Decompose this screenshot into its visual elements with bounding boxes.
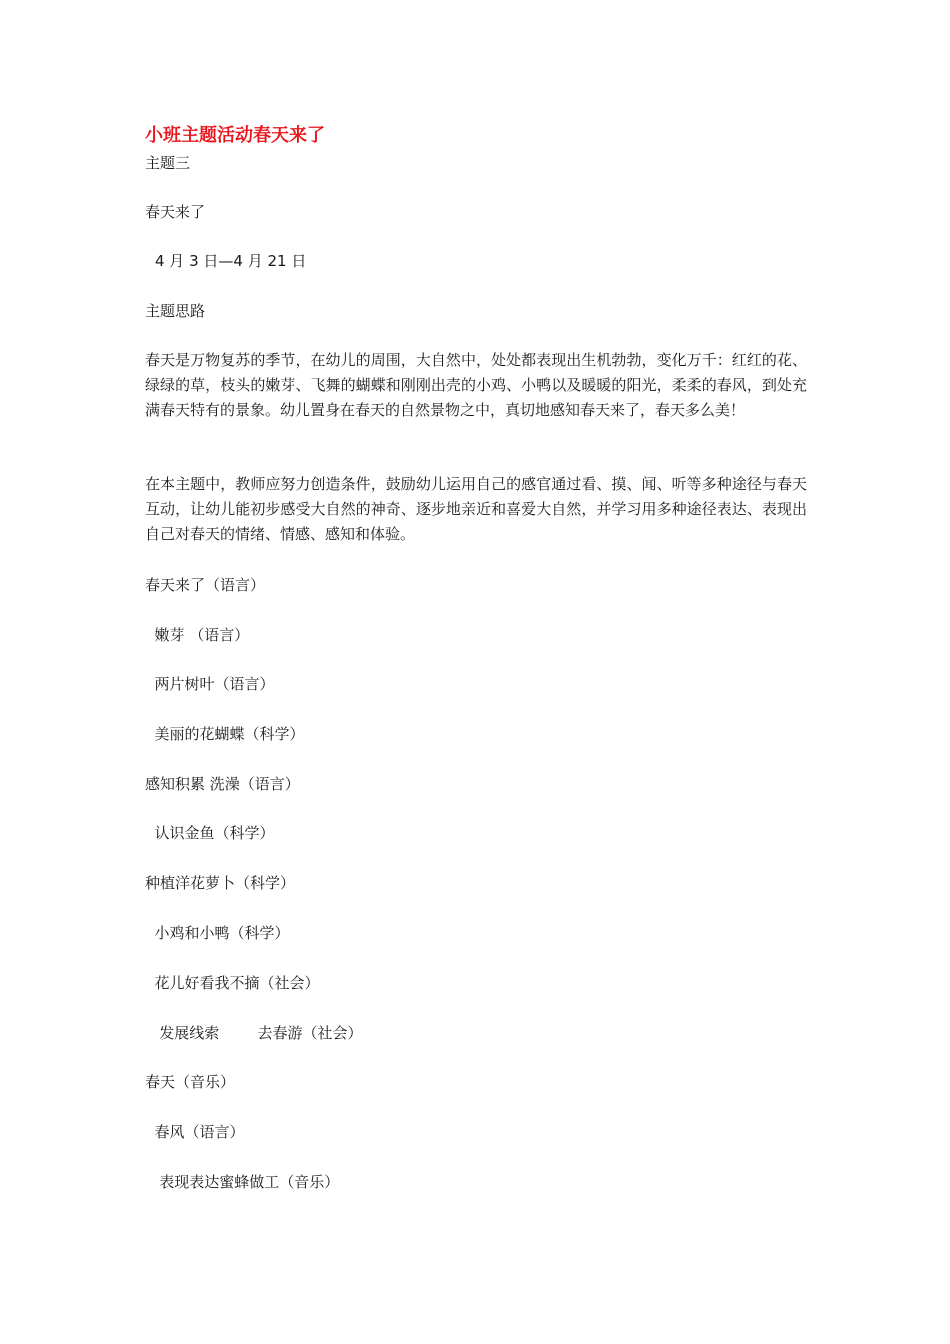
web-item: 感知积累 洗澡（语言） — [145, 775, 300, 793]
web-item: 春天（音乐） — [145, 1073, 236, 1091]
web-item: 种植洋花萝卜（科学） — [145, 874, 296, 892]
idea-heading: 主题思路 — [145, 302, 206, 320]
web-item: 春天来了（语言） — [145, 576, 266, 594]
web-item: 表现表达蜜蜂做工（音乐） — [145, 1173, 340, 1191]
paragraph-intro: 春天是万物复苏的季节，在幼儿的周围，大自然中，处处都表现出生机勃勃，变化万千：红红的花、绿绿的草，枝头的嫩芽、飞舞的蝴蝶和刚刚出壳的小鸡、小鸭以及暖暖的阳光，柔柔的春风，到处充满春天特有的景象。幼儿置身在春天的自然景物之中，真切地感知春天来了，春天多么美！ — [145, 351, 807, 419]
web-item: 春风（语言） — [145, 1123, 245, 1141]
document-title: 小班主题活动春天来了 — [145, 125, 325, 146]
paragraph-goals: 在本主题中，教师应努力创造条件，鼓励幼儿运用自己的感官通过看、摸、闻、听等多种途径与春天互动，让幼儿能初步感受大自然的神奇、逐步地亲近和喜爱大自然，并学习用多种途径表达、表现出自己对春天的情绪、情感、感知和体验。 — [145, 475, 807, 543]
theme-number: 主题三 — [145, 154, 191, 172]
theme-name: 春天来了 — [145, 203, 206, 221]
web-item: 美丽的花蝴蝶（科学） — [145, 725, 305, 743]
web-item: 两片树叶（语言） — [145, 675, 275, 693]
web-item: 嫩芽 （语言） — [145, 626, 250, 644]
web-item: 花儿好看我不摘（社会） — [145, 974, 320, 992]
date-range: 4 月 3 日—4 月 21 日 — [155, 252, 307, 270]
web-item: 小鸡和小鸭（科学） — [145, 924, 290, 942]
web-item: 发展线索 去春游（社会） — [145, 1024, 363, 1042]
web-item: 认识金鱼（科学） — [145, 824, 275, 842]
